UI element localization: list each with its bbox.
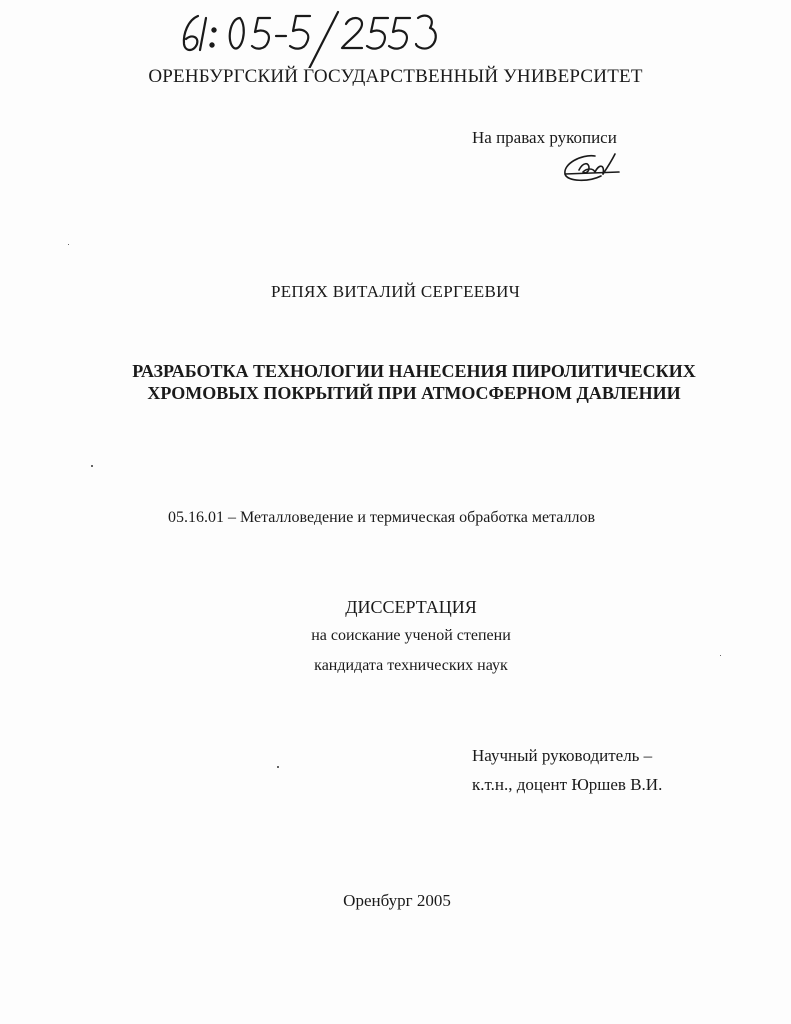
author-name: РЕПЯХ ВИТАЛИЙ СЕРГЕЕВИЧ <box>270 282 521 301</box>
degree-line-2: кандидата технических наук <box>314 657 508 674</box>
signature-mark <box>555 150 625 190</box>
scan-speck <box>277 766 279 768</box>
scan-speck <box>91 465 93 467</box>
manuscript-note: На правах рукописи <box>472 128 617 147</box>
scan-speck <box>68 244 69 245</box>
dissertation-title <box>0 360 791 404</box>
advisor-name: к.т.н., доцент Юршев В.И. <box>472 775 663 794</box>
city-year: Оренбург 2005 <box>343 891 451 910</box>
advisor-label: Научный руководитель – <box>472 746 653 765</box>
scan-speck <box>720 655 721 656</box>
title-line-2: ХРОМОВЫХ ПОКРЫТИЙ ПРИ АТМОСФЕРНОМ ДАВЛЕНИИ <box>147 383 681 403</box>
university-name: ОРЕНБУРГСКИЙ ГОСУДАРСТВЕННЫЙ УНИВЕРСИТЕТ <box>148 66 643 87</box>
specialty-code: 05.16.01 – Металловедение и термическая обработка металлов <box>168 509 596 526</box>
degree-line-1: на соискание ученой степени <box>311 627 511 644</box>
work-type: ДИССЕРТАЦИЯ <box>345 597 477 617</box>
title-line-1: РАЗРАБОТКА ТЕХНОЛОГИИ НАНЕСЕНИЯ ПИРОЛИТИЧЕСКИХ <box>132 361 696 381</box>
handwritten-archive-number <box>150 6 450 68</box>
